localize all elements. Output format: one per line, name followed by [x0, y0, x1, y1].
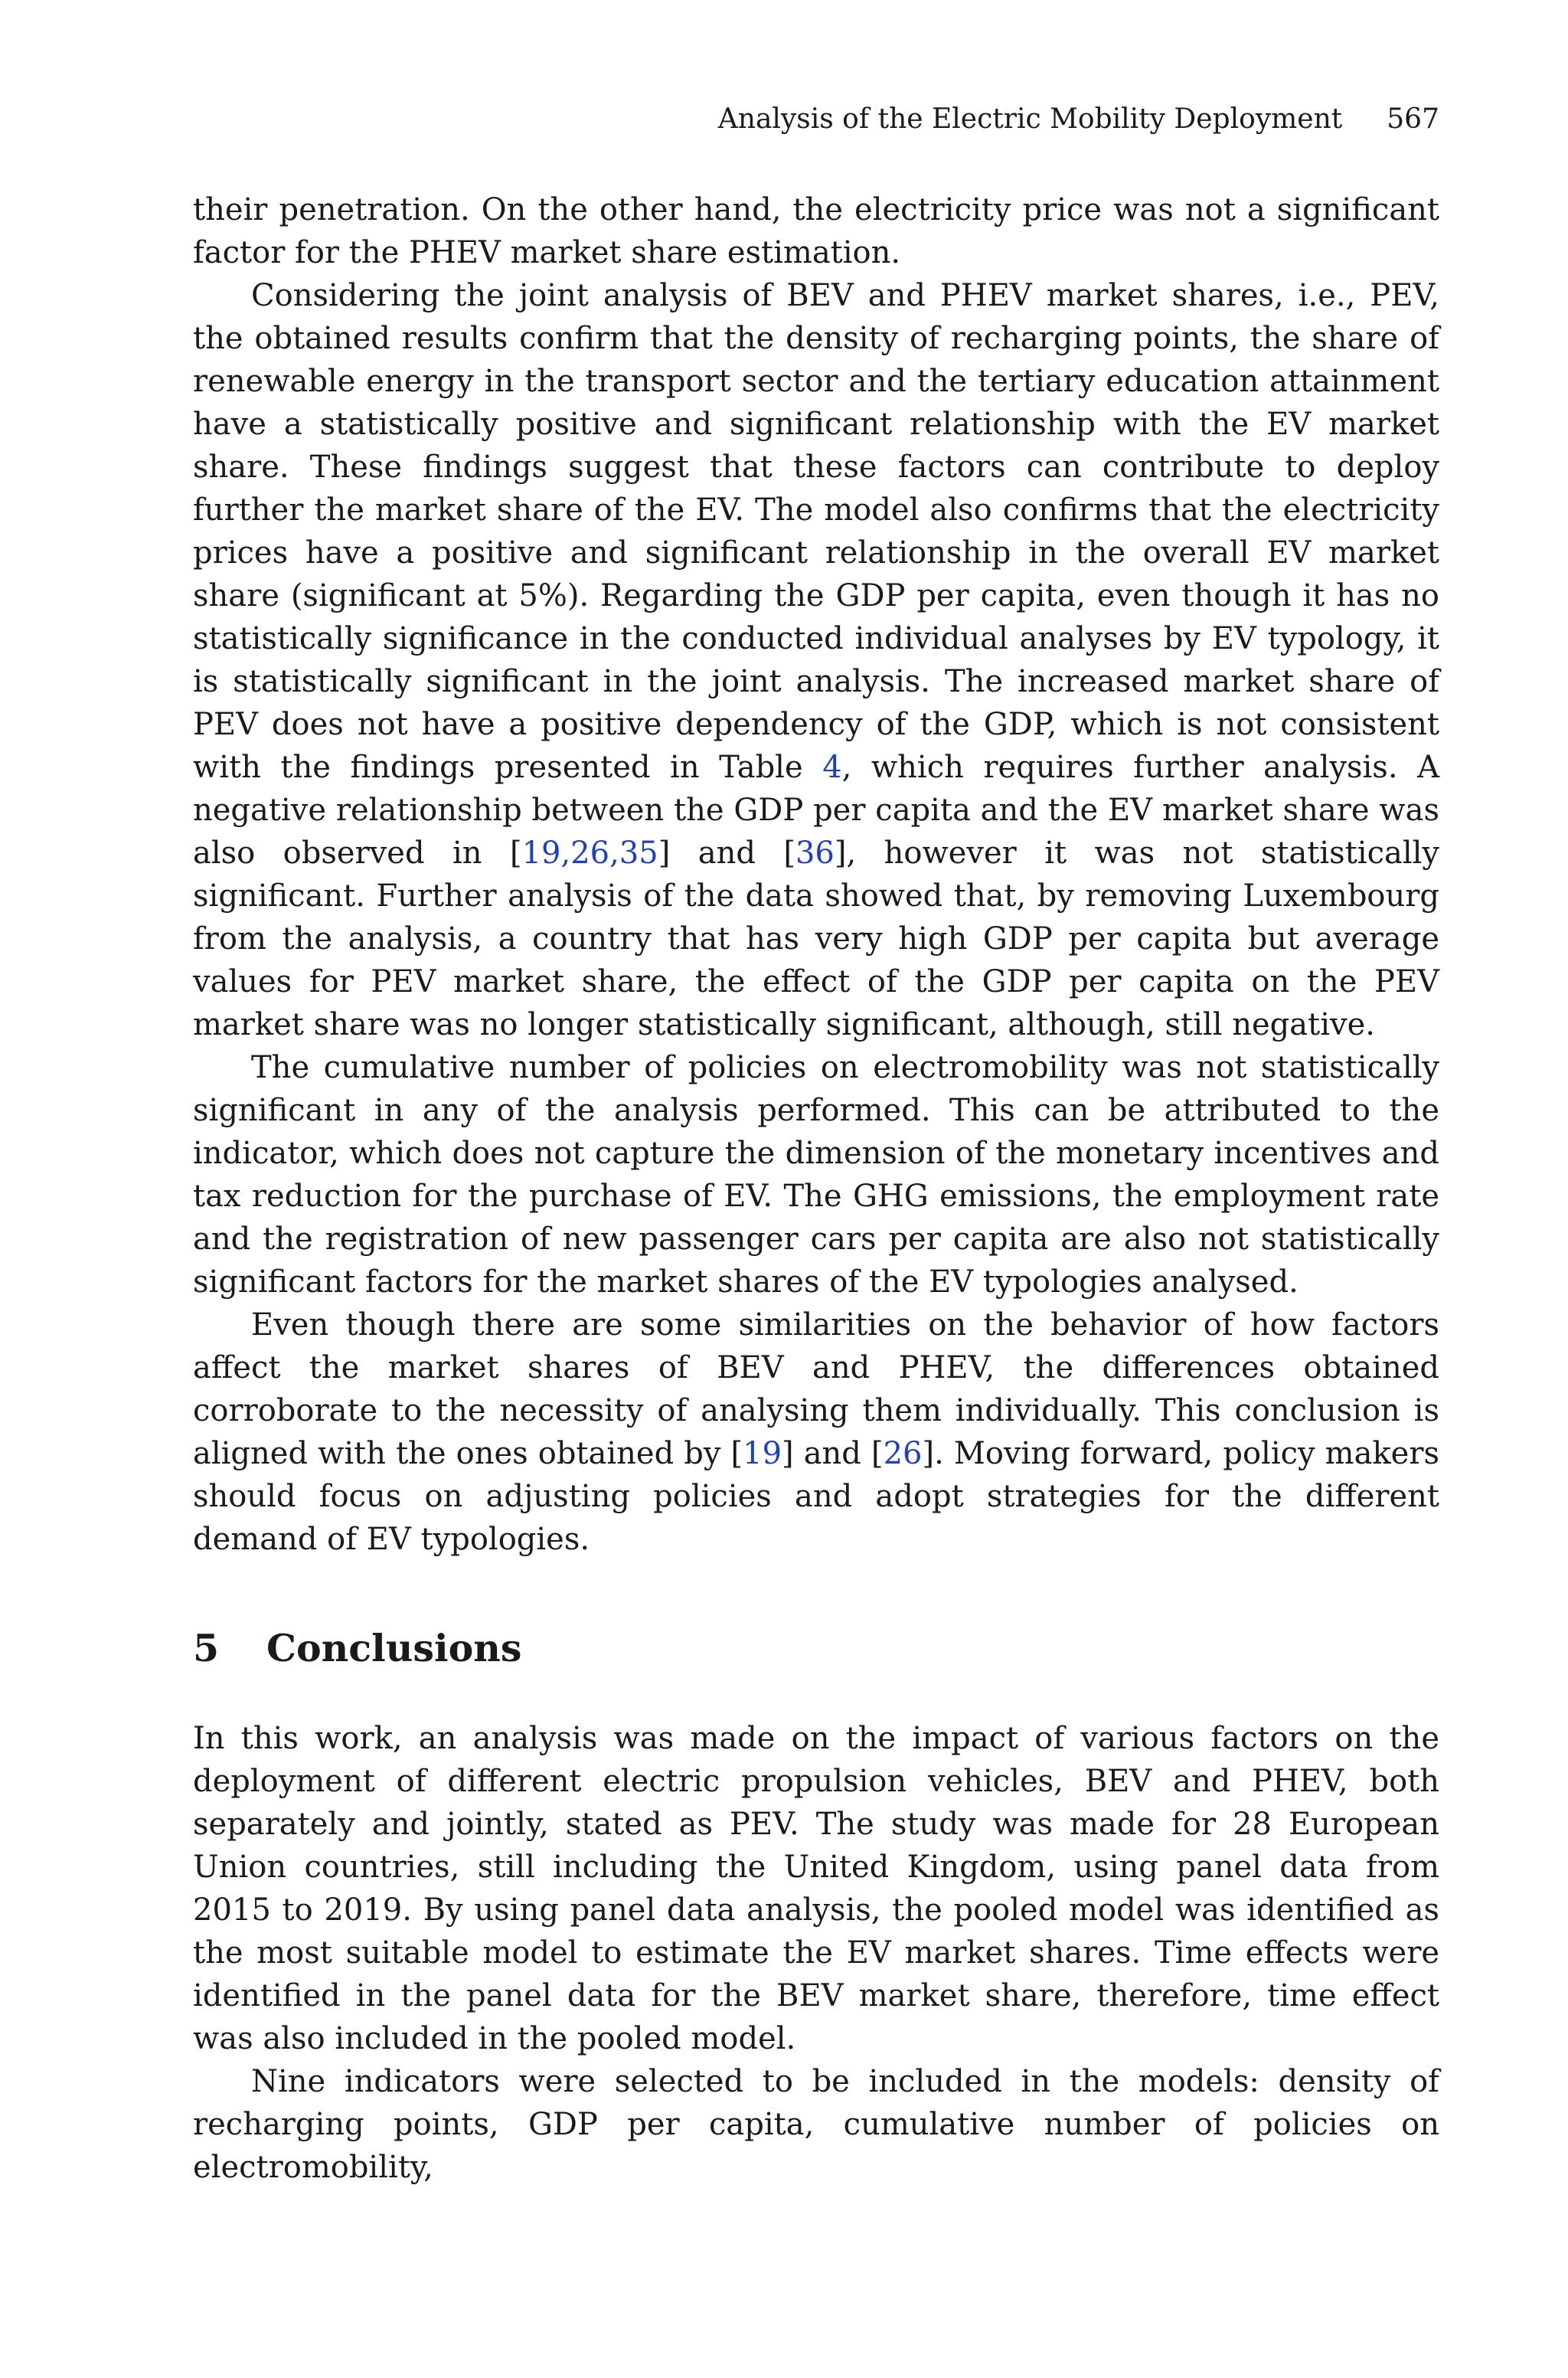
citation-link-36[interactable]: 36 — [795, 836, 835, 871]
paragraph-policies: The cumulative number of policies on electromobility was not statistically significant in any of the analysis performed. This can be attributed to the indicator, which does not capture the dimension of the monetary incentives and tax reduction for the purchase of EV. The GHG emissions, the employment rate and the registration of new passenger cars per capita are also not statistically significant factors for the market shares of the EV typologies analysed. — [193, 1050, 1439, 1300]
citation-link-19[interactable]: 19 — [743, 1436, 782, 1471]
citation-link-26[interactable]: 26 — [570, 836, 610, 871]
paragraph-conclusions-intro: In this work, an analysis was made on the impact of various factors on the deployment of different electric propulsion vehicles, BEV and PHEV, both separately and jointly, stated as PEV. The study was made for 28 European Union countries, still including the United Kingdom, using panel data from 2015 to 2019. By using panel data analysis, the pooled model was identified as the most suitable model to estimate the EV market shares. Time effects were identified in the panel data for the BEV market share, therefore, time effect was also included in the pooled model. — [193, 1721, 1439, 2056]
text-segment: Considering the joint analysis of BEV and PHEV market shares, i.e., PEV, the obtained results confirm that the density of recharging points, the share of renewable energy in the transport sector and the tertiary education attainment have a statistically positive and significant relationship with the EV market share. These findings suggest that these factors can contribute to deploy further the market share of the EV. The model also confirms that the electricity prices have a positive and significant relationship in the overall EV market share (significant at 5%). Regarding the GDP per capita, even though it has no statistically significance in the conducted individual analyses by EV typology, it is statistically significant in the joint analysis. The increased market share of PEV does not have a positive dependency of the GDP, which is not consistent with the findings presented in Table — [193, 278, 1439, 785]
text-segment: , which requires further analysis. A negative relationship between the GDP per capita and the EV market share was also observed in [ — [193, 750, 1439, 871]
page — [193, 98, 1439, 2189]
citation-link-35[interactable]: 35 — [619, 836, 658, 871]
paragraph-joint-analysis — [193, 274, 1439, 1046]
table-reference-link[interactable]: 4 — [822, 750, 842, 785]
page-number: 567 — [1387, 103, 1439, 135]
section-title: Conclusions — [266, 1626, 522, 1670]
text-segment: ] and [ — [782, 1436, 884, 1471]
text-segment: Even though there are some similarities on the behavior of how factors affect the market shares of BEV and PHEV, the differences obtained corroborate to the necessity of analysing them individually. This conclusion is aligned with the ones obtained by [ — [193, 1307, 1439, 1471]
paragraph-similarities — [193, 1303, 1439, 1561]
paragraph-continuation: their penetration. On the other hand, the electricity price was not a significant factor for the PHEV market share estimation. — [193, 192, 1439, 270]
text-segment: ] and [ — [658, 836, 795, 871]
text-segment: ]. Moving forward, policy makers should focus on adjusting policies and adopt strategies for the different demand of EV typologies. — [193, 1436, 1440, 1557]
running-head-title: Analysis of the Electric Mobility Deployment — [717, 103, 1343, 135]
text-segment: ], however it was not statistically significant. Further analysis of the data showed that, by removing Luxembourg from the analysis, a country that has very high GDP per capita but average values for PEV market share, the effect of the GDP per capita on the PEV market share was no longer statistically significant, although, still negative. — [193, 836, 1439, 1042]
body-text — [193, 188, 1439, 2189]
citation-separator: , — [609, 836, 619, 871]
section-heading — [193, 1625, 1439, 1671]
section-number: 5 — [193, 1626, 220, 1670]
paragraph-indicators: Nine indicators were selected to be included in the models: density of recharging points, GDP per capita, cumulative number of policies on electromobility, — [193, 2064, 1439, 2185]
citation-link-19[interactable]: 19 — [521, 836, 561, 871]
citation-link-26[interactable]: 26 — [883, 1436, 923, 1471]
running-head — [193, 98, 1439, 141]
citation-separator: , — [560, 836, 571, 871]
